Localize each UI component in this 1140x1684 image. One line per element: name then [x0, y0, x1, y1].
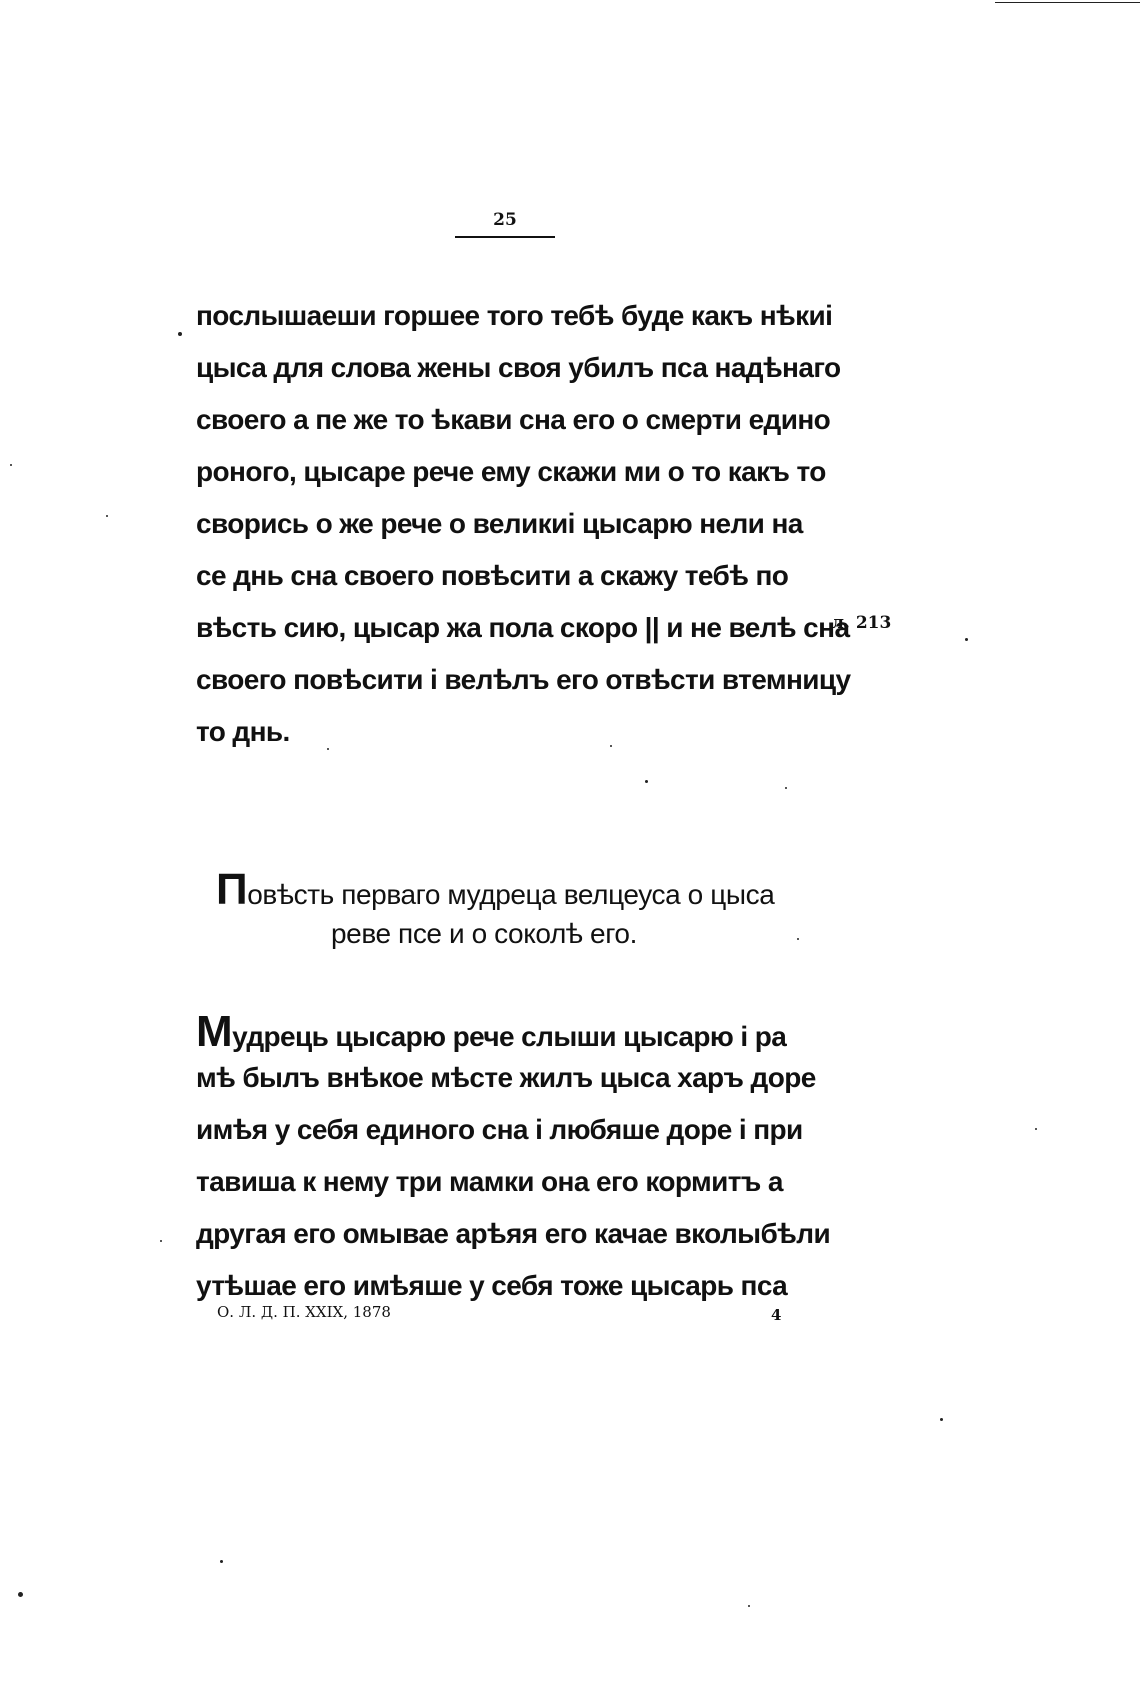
paragraph-1-line: цыса для слова жены своя убилъ пса надѣнаго	[196, 352, 841, 383]
scan-speck	[785, 787, 787, 789]
paragraph-2-line: утѣшае его имѣяше у себя тоже цысарь пса	[196, 1270, 788, 1301]
scan-speck	[610, 745, 612, 747]
paragraph-1-line: сворись о же рече о великиі цысарю нели на	[196, 508, 803, 539]
top-edge-rule	[995, 2, 1140, 3]
story-heading-line-2: реве псе и о соколѣ его.	[331, 918, 637, 949]
paragraph-2-line: мѣ былъ внѣкое мѣсте жилъ цыса харъ доре	[196, 1062, 816, 1093]
scan-speck	[160, 1240, 162, 1242]
heading-line-1-text: овѣсть перваго мудреца велцеуса о цыса	[247, 879, 775, 910]
scan-speck	[748, 1605, 750, 1607]
paragraph-2-line: имѣя у себя единого сна і любяше доре і при	[196, 1114, 803, 1145]
scan-speck	[220, 1560, 223, 1563]
paragraph-2-line: тавиша к нему три мамки она его кормитъ а	[196, 1166, 783, 1197]
scan-speck	[645, 780, 648, 783]
scan-speck	[106, 515, 108, 517]
paragraph-2-first-text: удрець цысарю рече слыши цысарю і ра	[232, 1021, 787, 1052]
sheet-number: 4	[771, 1306, 782, 1324]
scan-speck	[797, 938, 799, 940]
story-heading-line-1	[216, 865, 775, 914]
scan-speck	[178, 332, 182, 336]
page-number: 25	[493, 210, 517, 230]
scan-speck	[10, 464, 12, 466]
paragraph-1-line: се днь сна своего повѣсити а скажу тебѣ по	[196, 560, 789, 591]
scan-speck	[18, 1592, 23, 1597]
paragraph-1-line: послышаеши горшее того тебѣ буде какъ нѣкиі	[196, 300, 833, 331]
paragraph-1-line: вѣсть сию, цысар жа пола скоро || и не велѣ сна	[196, 612, 850, 643]
margin-folio-note: л. 213	[832, 613, 892, 633]
printer-signature: О. Л. Д. П. XXIX, 1878	[217, 1303, 391, 1321]
scan-speck	[940, 1418, 943, 1421]
paragraph-1-line: роного, цысаре рече ему скажи ми о то какъ то	[196, 456, 826, 487]
heading-initial: П	[216, 865, 248, 914]
paragraph-1-line: то днь.	[196, 716, 290, 747]
scan-speck	[1035, 1128, 1037, 1130]
paragraph-2-line	[196, 1007, 787, 1056]
paragraph-1-line: своего а пе же то ѣкави сна его о смерти едино	[196, 404, 831, 435]
scan-speck	[965, 638, 968, 641]
page-number-rule	[455, 236, 555, 238]
paragraph-1-line: своего повѣсити і велѣлъ его отвѣсти втемницу	[196, 664, 851, 695]
paragraph-2-line: другая его омывае арѣяя его качае вколыбѣли	[196, 1218, 831, 1249]
scan-speck	[327, 748, 329, 750]
drop-cap-initial: М	[196, 1007, 233, 1056]
